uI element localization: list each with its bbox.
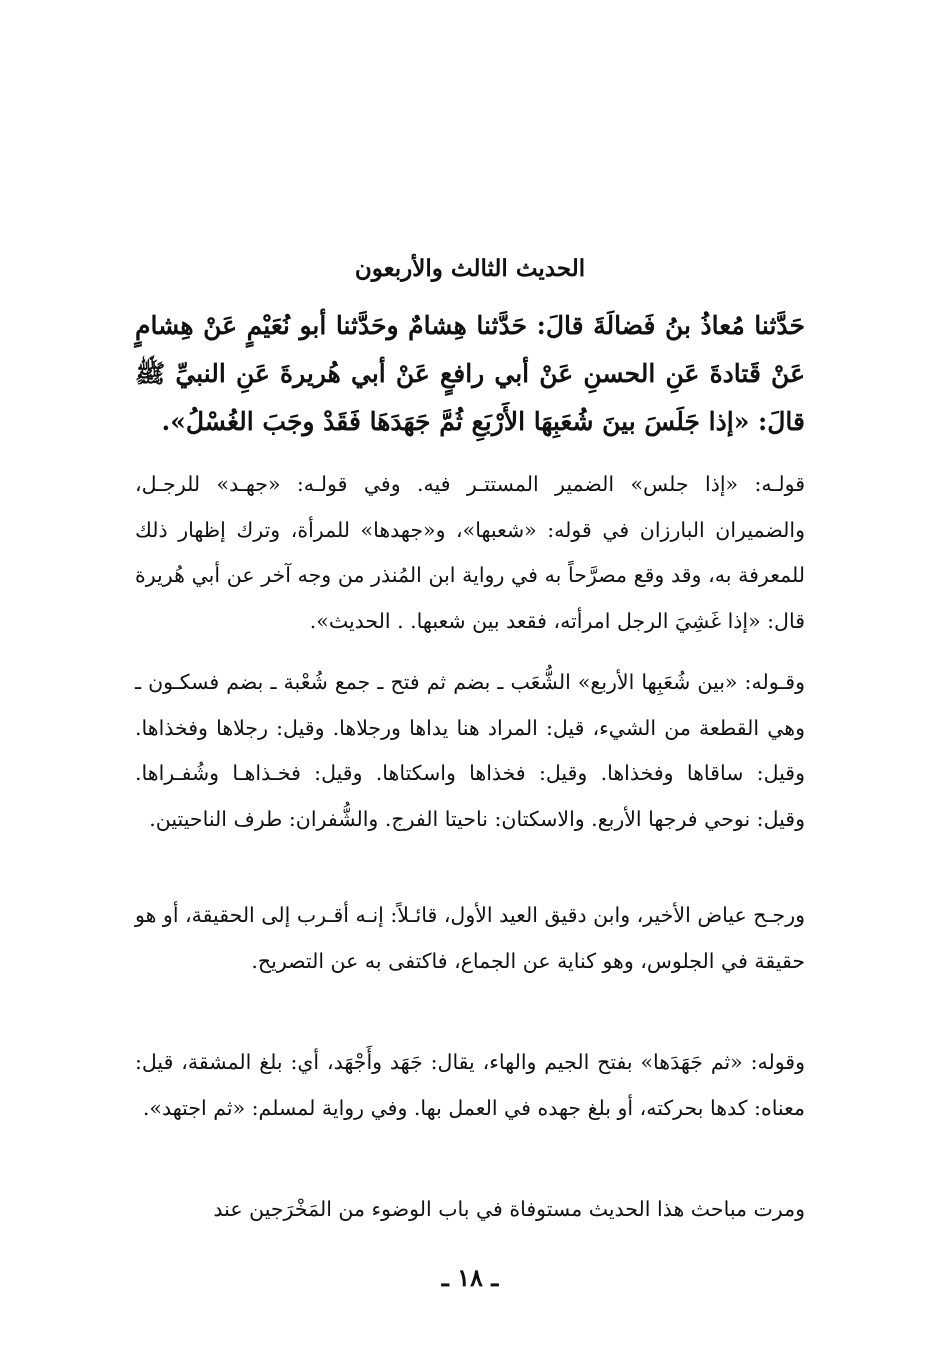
commentary-paragraph: وقوله: «ثم جَهَدَها» بفتح الجيم والهاء، يقال: جَهَد وأَجْهَد، أي: بلغ المشقة، قيل: معناه: كدها بحركته، أو بلغ جهده في العمل بها. وفي رواية لمسلم: «ثم اجتهد». [135, 1050, 805, 1120]
commentary-paragraph: وقـوله: «بين شُعَبِها الأربع» الشُّعَب ـ بضم ثم فتح ـ جمع شُعْبة ـ بضم فسكـون ـ وهي القطعة من الشيء، قيل: المراد هنا يداها ورجلاها. وقيل: رجلاها وفخذاها. وقيل: ساقاها وفخذاها. وقيل: فخذاها واسكتاها. وقيل: فخـذاهـا وشُفـراها. وقيل: نوحي فرجها الأربع. والاسكتان: ناحيتا الفرج. والشُّفران: طرف الناحيتين. [135, 670, 805, 831]
commentary-paragraph: قولـه: «إذا جلس» الضمير المستتـر فيه. وفي قولـه: «جهـد» للرجـل، والضميران البارزان في قوله: «شعبها»، و«جهدها» للمرأة، وترك إظهار ذلك للمعرفة به، وقد وقع مصرَّحاً به في رواية ابن المُنذر من وجه آخر عن أبي هُريرة قال: «إذا غَشِيَ الرجل امرأته، فقعد بين شعبها. . الحديث». [135, 472, 805, 633]
commentary-paragraph: ورجـح عياض الأخير، وابن دقيق العيد الأول، قائـلاً: إنـه أقـرب إلى الحقيقة، أو هو حقيقة في الجلوس، وهو كناية عن الجماع، فاكتفى به عن التصريح. [135, 903, 805, 973]
chapter-title: الحديث الثالث والأربعون [354, 255, 586, 282]
commentary-paragraph: ومرت مباحث هذا الحديث مستوفاة في باب الوضوء من المَخْرَجين عند [213, 1197, 805, 1221]
hadith-text: حَدَّثنا مُعاذُ بنُ فَضالَةَ قالَ: حَدَّثنا هِشامٌ وحَدَّثنا أبو نُعَيْمٍ عَنْ هِشامٍ عَنْ قَتادةَ عَنِ الحسنِ عَنْ أبي رافعٍ عَنْ أبي هُريرةَ عَنِ النبيِّ ﷺ قالَ: «إذا جَلَسَ بينَ شُعَبِهَا الأَرْبَعِ ثُمَّ جَهَدَهَا فَقَدْ وجَبَ الغُسْلُ». [135, 311, 805, 436]
page-number: ـ ١٨ ـ [441, 1263, 499, 1292]
